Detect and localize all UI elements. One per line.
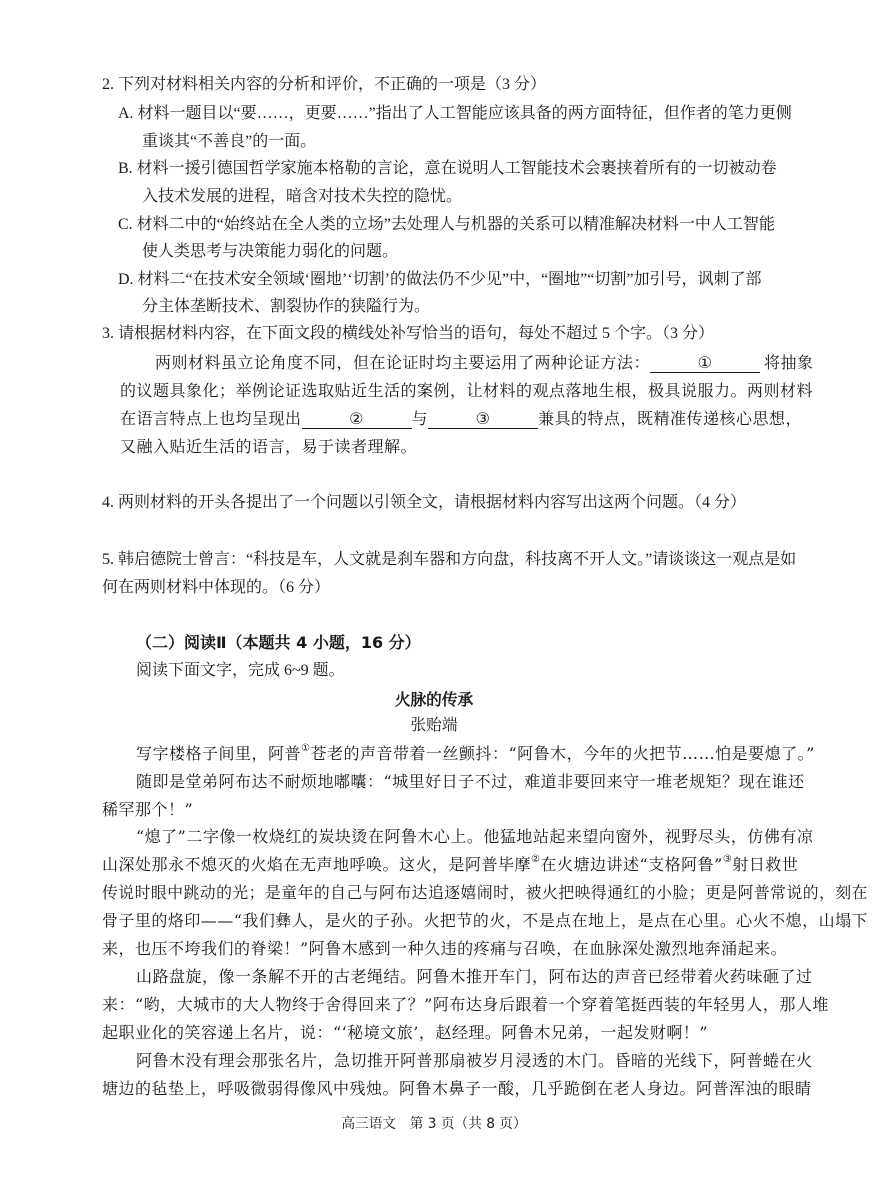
story-paragraph-4-line1: 山路盘旋，像一条解不开的古老绳结。阿鲁木推开车门，阿布达的声音已经带着火药味砸了过 xyxy=(136,967,813,986)
question-3-paragraph-line1 xyxy=(155,353,814,373)
question-2-option-a-line2: 重谈其“不善良”的一面。 xyxy=(142,133,317,150)
question-2-option-b-line2: 入技术发展的进程，暗含对技术失控的隐忧。 xyxy=(142,188,463,205)
question-5-stem-line1: 5. 韩启德院士曾言：“科技是车，人文就是刹车器和方向盘，科技离不开人文。”请谈谈这一观点是如 xyxy=(102,551,797,568)
story-paragraph-5-line1: 阿鲁木没有理会那张名片，急切推开阿普那扇被岁月浸透的木门。昏暗的光线下，阿普蜷在火 xyxy=(136,1051,813,1070)
question-5-stem-line2: 何在两则材料中体现的。（6 分） xyxy=(102,579,331,596)
fill-blank-1[interactable]: ① xyxy=(650,354,760,373)
question-2-stem: 2. 下列对材料相关内容的分析和评价，不正确的一项是（3 分） xyxy=(102,76,547,93)
footnote-marker-2: ② xyxy=(531,853,541,865)
question-3-text-5: 兼具的特点，既精准传递核心思想， xyxy=(538,409,803,428)
story-text-1a: 写字楼格子间里，阿普 xyxy=(136,744,302,763)
story-text-3a: 山深处那永不熄灭的火焰在无声地呼唤。这火，是阿普毕摩 xyxy=(102,855,532,874)
story-paragraph-4-line3: 起职业化的笑容递上名片，说：“‘秘境文旅’，赵经理。阿鲁木兄弟，一起发财啊！” xyxy=(102,1023,709,1042)
question-2-option-c-line1: C. 材料二中的“始终站在全人类的立场”去处理人与机器的关系可以精准解决材料一中人工智能 xyxy=(118,216,775,233)
question-3-text-1: 两则材料虽立论角度不同，但在论证时均主要运用了两种论证方法： xyxy=(155,353,651,372)
question-2-option-d-line1: D. 材料二“在技术安全领域‘圈地’‘切割’的做法仍不少见”中，“圈地”“切割”加引号，讽刺了部 xyxy=(118,271,762,288)
question-2-option-c-line2: 使人类思考与决策能力弱化的问题。 xyxy=(142,243,399,260)
footnote-marker-1: ① xyxy=(301,742,311,754)
section-instruction: 阅读下面文字，完成 6~9 题。 xyxy=(136,662,345,679)
story-paragraph-2-line1: 随即是堂弟阿布达不耐烦地嘟囔：“城里好日子不过，难道非要回来守一堆老规矩？现在谁还 xyxy=(136,772,805,791)
question-3-paragraph-line3 xyxy=(120,409,802,429)
story-paragraph-2-line2: 稀罕那个！” xyxy=(102,800,194,819)
story-text-3c: 射日救世 xyxy=(732,855,799,874)
question-2-option-b-line1: B. 材料一援引德国哲学家施本格勒的言论，意在说明人工智能技术会裹挟着所有的一切被动卷 xyxy=(118,160,777,177)
fill-blank-2[interactable]: ② xyxy=(302,410,412,429)
page-footer: 高三语文 第 3 页（共 8 页） xyxy=(341,1116,527,1132)
question-3-text-2: 将抽象 xyxy=(764,353,814,372)
question-4-stem: 4. 两则材料的开头各提出了一个问题以引领全文，请根据材料内容写出这两个问题。（4 分） xyxy=(102,494,747,511)
story-paragraph-3-line3: 传说时眼中跳动的光；是童年的自己与阿布达追逐嬉闹时，被火把映得通红的小脸；更是阿普常说的，刻在 xyxy=(102,883,868,902)
question-2-option-d-line2: 分主体垄断技术、割裂协作的狭隘行为。 xyxy=(142,298,431,315)
question-3-text-4: 与 xyxy=(411,409,429,428)
story-text-3b: 在火塘边讲述“支格阿鲁” xyxy=(540,855,723,874)
footnote-marker-3: ③ xyxy=(722,853,733,865)
question-3-paragraph-line4: 又融入贴近生活的语言，易于读者理解。 xyxy=(120,437,418,456)
story-paragraph-3-line2 xyxy=(102,855,798,875)
question-2-option-a-line1: A. 材料一题目以“要……，更要……”指出了人工智能应该具备的两方面特征，但作者的笔力更侧 xyxy=(118,105,792,122)
story-paragraph-5-line2: 塘边的毡垫上，呼吸微弱得像风中残烛。阿鲁木鼻子一酸，几乎跪倒在老人身边。阿普浑浊的眼睛 xyxy=(102,1079,812,1098)
story-paragraph-3-line5: 来，也压不垮我们的脊梁！”阿鲁木感到一种久违的疼痛与召唤，在血脉深处激烈地奔涌起来。 xyxy=(102,939,788,958)
story-paragraph-4-line2: 来：“哟，大城市的大人物终于舍得回来了？”阿布达身后跟着一个穿着笔挺西装的年轻男人，那人堆 xyxy=(102,995,829,1014)
article-author: 张贻端 xyxy=(410,717,458,734)
question-3-stem: 3. 请根据材料内容，在下面文段的横线处补写恰当的语句，每处不超过 5 个字。（3 分） xyxy=(102,325,715,342)
article-title: 火脉的传承 xyxy=(394,690,474,709)
section-heading: （二）阅读Ⅱ（本题共 4 小题，16 分） xyxy=(136,633,421,652)
fill-blank-3[interactable]: ③ xyxy=(428,410,538,429)
story-text-1b: 苍老的声音带着一丝颤抖：“阿鲁木，今年的火把节……怕是要熄了。” xyxy=(310,744,815,763)
question-3-text-3: 在语言特点上也均呈现出 xyxy=(120,409,302,428)
question-3-paragraph-line2: 的议题具象化；举例论证选取贴近生活的案例，让材料的观点落地生根，极具说服力。两则材料 xyxy=(120,381,814,400)
story-paragraph-3-line1: “熄了”二字像一枚烧红的炭块烫在阿鲁木心上。他猛地站起来望向窗外，视野尽头，仿佛有凉 xyxy=(136,827,814,846)
story-paragraph-1 xyxy=(136,744,815,764)
story-paragraph-3-line4: 骨子里的烙印——“我们彝人，是火的子孙。火把节的火，不是点在地上，是点在心里。心火不熄，山塌下 xyxy=(102,911,868,930)
